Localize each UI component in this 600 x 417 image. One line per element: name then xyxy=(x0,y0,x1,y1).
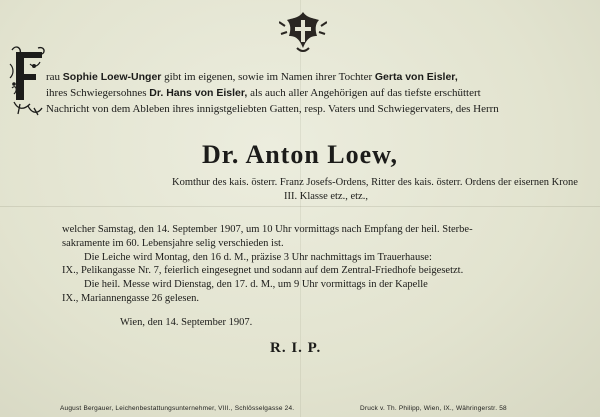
rip-text: R. I. P. xyxy=(270,340,322,356)
announcement-body xyxy=(62,223,566,306)
body-line: Die Leiche wird Montag, den 16 d. M., präzise 3 Uhr nachmittags im Trauerhause: xyxy=(84,251,432,263)
intro-line-1: rau Sophie Loew-Unger gibt im eigenen, sowie im Namen ihrer Tochter Gerta von Eisler, xyxy=(46,71,458,83)
dateline: Wien, den 14. September 1907. xyxy=(120,317,253,328)
footer-printer: Druck v. Th. Philipp, Wien, IX., Währingerstr. 58 xyxy=(360,405,507,412)
body-line: sakramente im 60. Lebensjahre selig verschieden ist. xyxy=(62,237,284,249)
intro-line-3: Nachricht von dem Ableben ihres innigstgeliebten Gatten, resp. Vaters und Schwiegervaters, des Herrn xyxy=(46,103,499,115)
body-line: IX., Mariannengasse 26 gelesen. xyxy=(62,292,200,304)
son-in-law-name: Dr. Hans von Eisler, xyxy=(149,87,248,99)
deceased-name: Dr. Anton Loew, xyxy=(201,140,399,169)
daughter-name: Gerta von Eisler, xyxy=(374,71,458,83)
body-line: welcher Samstag, den 14. September 1907, um 10 Uhr vormittags nach Empfang der heil. Sterbe- xyxy=(62,224,473,235)
titles-line-1: Komthur des kais. österr. Franz Josefs-Ordens, Ritter des kais. österr. Ordens der eisernen Krone xyxy=(172,177,578,188)
cross-emblem-icon xyxy=(279,8,327,56)
intro-line-2: ihres Schwiegersohnes Dr. Hans von Eisler, als auch aller Angehörigen auf das tiefste erschüttert xyxy=(46,87,481,99)
body-line: IX., Pelikangasse Nr. 7, feierlich eingesegnet und sodann auf dem Zentral-Friedhofe beigesetzt. xyxy=(62,265,464,277)
titles-line-2: III. Klasse etz., etz., xyxy=(284,191,368,202)
announcement-intro xyxy=(46,69,564,117)
widow-name: Sophie Loew-Unger xyxy=(62,71,162,83)
ornate-initial-f-icon xyxy=(8,44,48,116)
footer-undertaker: August Bergauer, Leichenbestattungsunternehmer, VIII., Schlösselgasse 24. xyxy=(60,405,295,412)
body-line: Die heil. Messe wird Dienstag, den 17. d. M., um 9 Uhr vormittags in der Kapelle xyxy=(84,279,428,291)
honors-titles xyxy=(172,176,600,204)
